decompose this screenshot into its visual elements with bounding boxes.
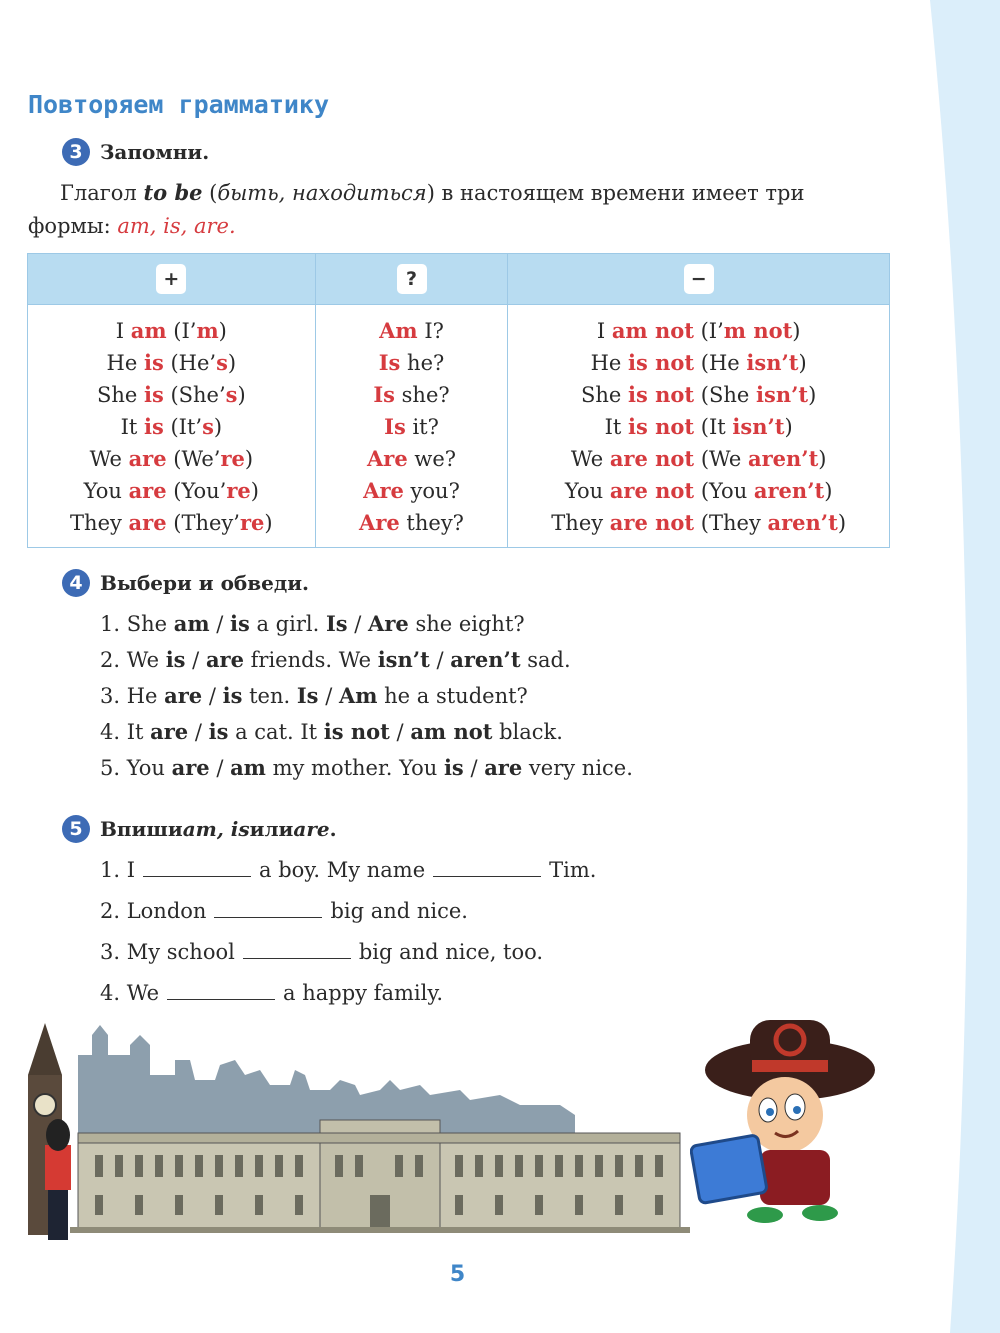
list-item: 1. She am / is a girl. Is / Are she eight? (100, 611, 525, 636)
table-row-text: You are not (You aren’t) (564, 478, 833, 503)
answer-blank[interactable] (214, 899, 322, 918)
london-skyline-illustration (0, 1015, 690, 1264)
header-question: ? (315, 254, 508, 305)
answer-blank[interactable] (143, 858, 251, 877)
negative-column (508, 305, 890, 548)
list-item: 3. He are / is ten. Is / Am he a student? (100, 683, 528, 708)
table-row-text: I am (I’m) (115, 318, 227, 343)
header-affirmative: + (28, 254, 316, 305)
list-item: 2. We is / are friends. We isn’t / aren’t sad. (100, 647, 571, 672)
table-row-text: Are they? (359, 510, 464, 535)
table-row-text: It is (It’s) (120, 414, 223, 439)
table-row-text: She is (She’s) (96, 382, 246, 407)
table-row-text: We are (We’re) (89, 446, 254, 471)
exercise-5-heading: 5 Впиши am, is или are . (62, 815, 337, 843)
header-negative: − (508, 254, 890, 305)
exercise-number-badge: 5 (62, 815, 90, 843)
exercise-3-title: Запомни. (100, 140, 210, 164)
list-item: 1. I a boy. My name Tim. (100, 858, 597, 882)
table-row-text: Is he? (378, 350, 445, 375)
answer-blank[interactable] (167, 981, 275, 1000)
table-row-text: I am not (I’m not) (596, 318, 801, 343)
affirmative-column (28, 305, 316, 548)
section-title: Повторяем грамматику (28, 90, 330, 119)
boy-with-tablet-illustration (690, 1015, 900, 1234)
table-row-text: Am I? (379, 318, 444, 343)
table-row-text: It is not (It isn’t) (604, 414, 793, 439)
table-row-text: Is it? (384, 414, 439, 439)
list-item: 4. We a happy family. (100, 981, 444, 1005)
table-row-text: Are you? (363, 478, 460, 503)
question-column (315, 305, 508, 548)
table-row-text: She is not (She isn’t) (581, 382, 817, 407)
table-row-text: They are (They’re) (70, 510, 273, 535)
table-row-text: We are not (We aren’t) (570, 446, 827, 471)
table-row-text: Are we? (366, 446, 457, 471)
table-row-text: Is she? (373, 382, 450, 407)
exercise-4-list (100, 606, 633, 786)
table-row-text: They are not (They aren’t) (551, 510, 847, 535)
exercise-number-badge: 4 (62, 569, 90, 597)
list-item: 5. You are / am my mother. You is / are very nice. (100, 755, 633, 780)
list-item: 4. It are / is a cat. It is not / am not black. (100, 719, 563, 744)
answer-blank[interactable] (243, 940, 351, 959)
table-row-text: You are (You’re) (83, 478, 259, 503)
exercise-number-badge: 3 (62, 138, 90, 166)
exercise-4-heading (62, 569, 309, 597)
to-be-table (27, 253, 890, 548)
rule-text: Глагол to be (быть, находиться) в настоящем времени имеет три формы: am, is, are. (28, 180, 805, 238)
list-item: 2. London big and nice. (100, 899, 468, 923)
table-row-text: He is not (He isn’t) (590, 350, 807, 375)
exercise-5-list (100, 850, 596, 1014)
exercise-4-title: Выбери и обведи. (100, 571, 310, 595)
page-number: 5 (449, 1262, 466, 1287)
table-row-text: He is (He’s) (106, 350, 237, 375)
answer-blank[interactable] (433, 858, 541, 877)
exercise-3-heading (62, 138, 209, 166)
list-item: 3. My school big and nice, too. (100, 940, 544, 964)
